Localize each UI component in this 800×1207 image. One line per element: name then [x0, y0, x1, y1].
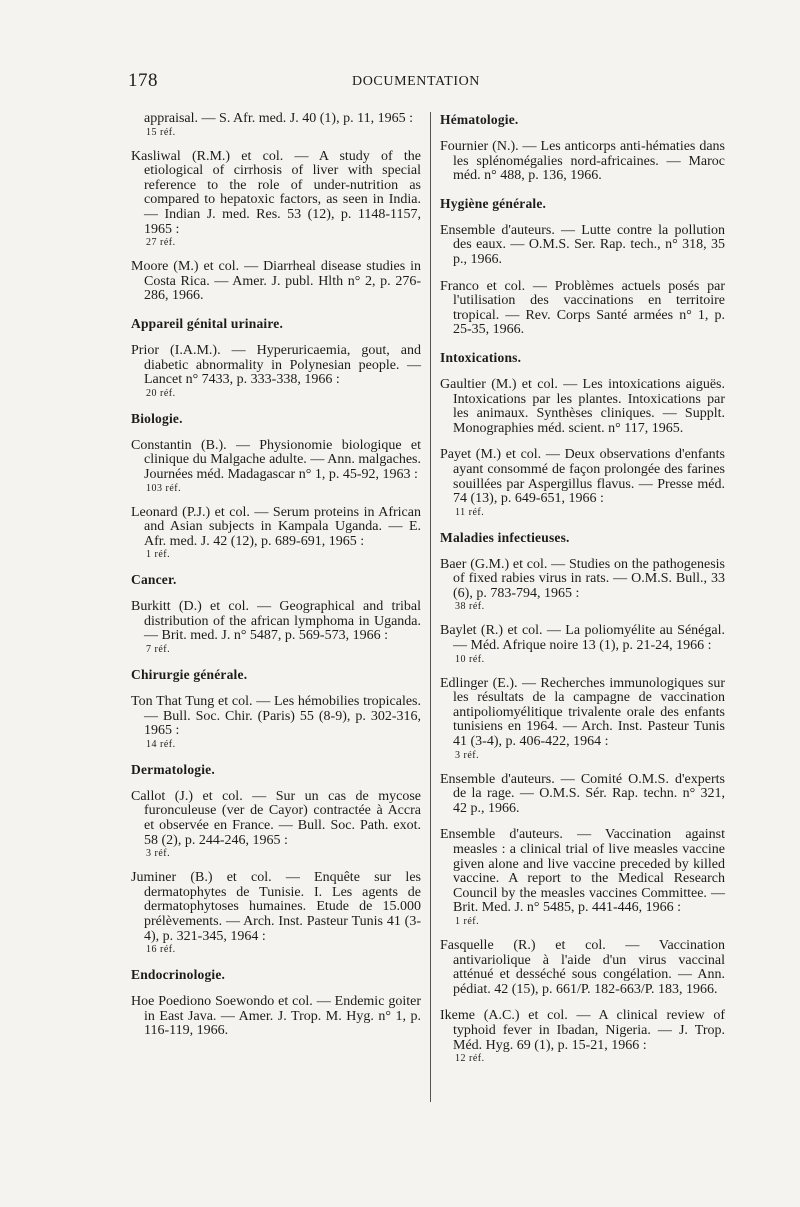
bibliography-entry	[131, 344, 421, 399]
column-divider	[430, 112, 431, 1102]
reference-count: 11 réf.	[455, 506, 485, 518]
entry-citation: Baylet (R.) et col. — La poliomyélite au Sénégal. — Méd. Afrique noire 13 (1), p. 21-24, 1966 :	[440, 623, 725, 654]
reference-count: 7 réf.	[146, 644, 171, 656]
bibliography-entry	[131, 506, 421, 561]
entry-citation: Burkitt (D.) et col. — Geographical and tribal distribution of the african lymphoma in Uganda. — Brit. med. J. n° 5487, p. 569-573, 1966 :	[131, 599, 421, 644]
bibliography-entry	[440, 140, 725, 184]
bibliography-entry	[440, 558, 725, 613]
reference-count: 14 réf.	[146, 738, 176, 750]
entry-citation: Edlinger (E.). — Recherches immunologiques sur les résultats de la campagne de vaccination antipoliomyélitique trivalente orale des enfants tunisiens en 1964. — Arch. Inst. Pasteur Tunis 41 (3-4), p. 406-422, 1964 :	[440, 675, 725, 750]
bibliography-entry	[131, 600, 421, 655]
entry-citation: Ton That Tung et col. — Les hémobilies tropicales. — Bull. Soc. Chir. (Paris) 55 (8-9), p. 302-316, 1965 :	[131, 694, 421, 739]
reference-count: 103 réf.	[146, 482, 182, 494]
entry-citation: Prior (I.A.M.). — Hyperuricaemia, gout, and diabetic abnormality in Polynesian people. — Lancet n° 7433, p. 333-338, 1966 :	[131, 342, 421, 388]
reference-count: 1 réf.	[455, 915, 480, 927]
bibliography-entry	[131, 260, 421, 304]
bibliography-entry	[440, 280, 725, 338]
running-head: DOCUMENTATION	[352, 74, 481, 89]
bibliography-entry	[131, 995, 421, 1039]
reference-count: 12 réf.	[455, 1053, 485, 1065]
reference-count: 16 réf.	[146, 944, 176, 956]
bibliography-entry	[440, 224, 725, 268]
entry-citation: Payet (M.) et col. — Deux observations d'enfants ayant consommé de façon prolongée des farines souillées par Aspergillus flavus. — Presse méd. 74 (13), p. 649-651, 1966 :	[440, 447, 725, 507]
bibliography-entry	[440, 677, 725, 761]
entry-citation: Kasliwal (R.M.) et col. — A study of the etiological of cirrhosis of liver with special reference to the role of under-nutrition as compared to hepatoxic factors, as seen in India. — Indian J. med. Res. 53 (12), p. 1148-1157, 1965 :	[131, 148, 421, 237]
bibliography-entry	[131, 790, 421, 859]
section-heading: Cancer.	[131, 572, 177, 588]
right-column	[440, 112, 725, 1076]
bibliography-entry	[131, 150, 421, 249]
entry-citation: Ensemble d'auteurs. — Lutte contre la pollution des eaux. — O.M.S. Ser. Rap. tech., n° 318, 35 p., 1966.	[440, 222, 725, 267]
reference-count: 27 réf.	[146, 237, 176, 249]
section-heading: Biologie.	[131, 410, 183, 426]
reference-count: 3 réf.	[146, 848, 171, 860]
bibliography-entry	[131, 112, 421, 138]
bibliography-entry	[131, 439, 421, 494]
section-heading: Chirurgie générale.	[131, 667, 248, 683]
bibliography-entry	[440, 939, 725, 997]
entry-citation: Leonard (P.J.) et col. — Serum proteins in African and Asian subjects in Kampala Uganda. — E. Afr. med. J. 42 (12), p. 689-691, 1965 :	[131, 504, 421, 549]
reference-count: 10 réf.	[455, 653, 485, 665]
entry-citation: Callot (J.) et col. — Sur un cas de mycose furonculeuse (ver de Cayor) contractée à Accra et observée en France. — Bull. Soc. Path. exot. 58 (2), p. 244-246, 1965 :	[131, 788, 421, 848]
entry-citation: Franco et col. — Problèmes actuels posés par l'utilisation des vaccinations en territoire tropical. — Rev. Corps Santé armées n° 1, p. 25-35, 1966.	[440, 278, 725, 338]
bibliography-entry	[440, 448, 725, 517]
entry-citation: Fasquelle (R.) et col. — Vaccination antivariolique à l'aide d'un virus vaccinal atténué et desséché sous congélation. — Ann. pédiat. 42 (15), p. 661/P. 182-663/P. 183, 1966.	[440, 937, 725, 997]
entry-citation: Baer (G.M.) et col. — Studies on the pathogenesis of fixed rabies virus in rats. — O.M.S. Bull., 33 (6), p. 783-794, 1965 :	[440, 556, 725, 601]
section-heading: Endocrinologie.	[131, 967, 226, 983]
entry-citation: Gaultier (M.) et col. — Les intoxications aiguës. Intoxications par les plantes. Intoxications par les animaux. Synthèses cliniques. — Supplt. Monographies méd. scient. n° 117, 1965.	[440, 376, 725, 436]
section-heading: Hygiène générale.	[440, 195, 547, 211]
reference-count: 38 réf.	[455, 601, 485, 613]
reference-count: 20 réf.	[146, 387, 176, 399]
entry-citation: appraisal. — S. Afr. med. J. 40 (1), p. 11, 1965 :	[144, 111, 413, 126]
left-column	[131, 112, 421, 1051]
section-heading: Intoxications.	[440, 349, 522, 365]
page-number: 178	[128, 70, 158, 91]
bibliography-entry	[440, 773, 725, 817]
bibliography-entry	[440, 378, 725, 436]
section-heading: Appareil génital urinaire.	[131, 315, 284, 331]
reference-count: 3 réf.	[455, 749, 480, 761]
entry-citation: Moore (M.) et col. — Diarrheal disease studies in Costa Rica. — Amer. J. publ. Hlth n° 2, p. 276-286, 1966.	[131, 259, 421, 304]
bibliography-entry	[131, 871, 421, 955]
bibliography-entry	[131, 695, 421, 750]
entry-citation: Ikeme (A.C.) et col. — A clinical review of typhoid fever in Ibadan, Nigeria. — J. Trop. Méd. Hyg. 69 (1), p. 15-21, 1966 :	[440, 1008, 725, 1053]
section-heading: Maladies infectieuses.	[440, 529, 570, 545]
bibliography-entry	[440, 828, 725, 927]
entry-citation: Hoe Poediono Soewondo et col. — Endemic goiter in East Java. — Amer. J. Trop. M. Hyg. n° 1, p. 116-119, 1966.	[131, 994, 421, 1039]
entry-citation: Ensemble d'auteurs. — Comité O.M.S. d'experts de la rage. — O.M.S. Sér. Rap. techn. n° 321, 42 p., 1966.	[440, 771, 725, 816]
entry-citation: Constantin (B.). — Physionomie biologique et clinique du Malgache adulte. — Ann. malgaches. Journées méd. Madagascar n° 1, p. 45-92, 1963 :	[131, 437, 421, 482]
section-heading: Dermatologie.	[131, 761, 215, 777]
bibliography-entry	[440, 1009, 725, 1064]
bibliography-entry	[440, 624, 725, 664]
reference-count: 15 réf.	[146, 126, 176, 138]
entry-citation: Juminer (B.) et col. — Enquête sur les dermatophytes de Tunisie. I. Les agents de dermatophytoses humaines. Etude de 15.000 prélèvements. — Arch. Inst. Pasteur Tunis 41 (3-4), p. 321-345, 1964 :	[131, 870, 421, 944]
reference-count: 1 réf.	[146, 549, 171, 561]
entry-citation: Ensemble d'auteurs. — Vaccination against measles : a clinical trial of live measles vaccine given alone and live vaccine preceded by killed vaccine. A report to the Medical Research Council by the measles vaccines Committee. — Brit. Med. J. n° 5485, p. 441-446, 1966 :	[440, 827, 725, 916]
section-heading: Hématologie.	[440, 112, 519, 127]
entry-citation: Fournier (N.). — Les anticorps anti-hématies dans les splénomégalies nord-africaines. — Maroc méd. n° 488, p. 136, 1966.	[440, 139, 725, 184]
